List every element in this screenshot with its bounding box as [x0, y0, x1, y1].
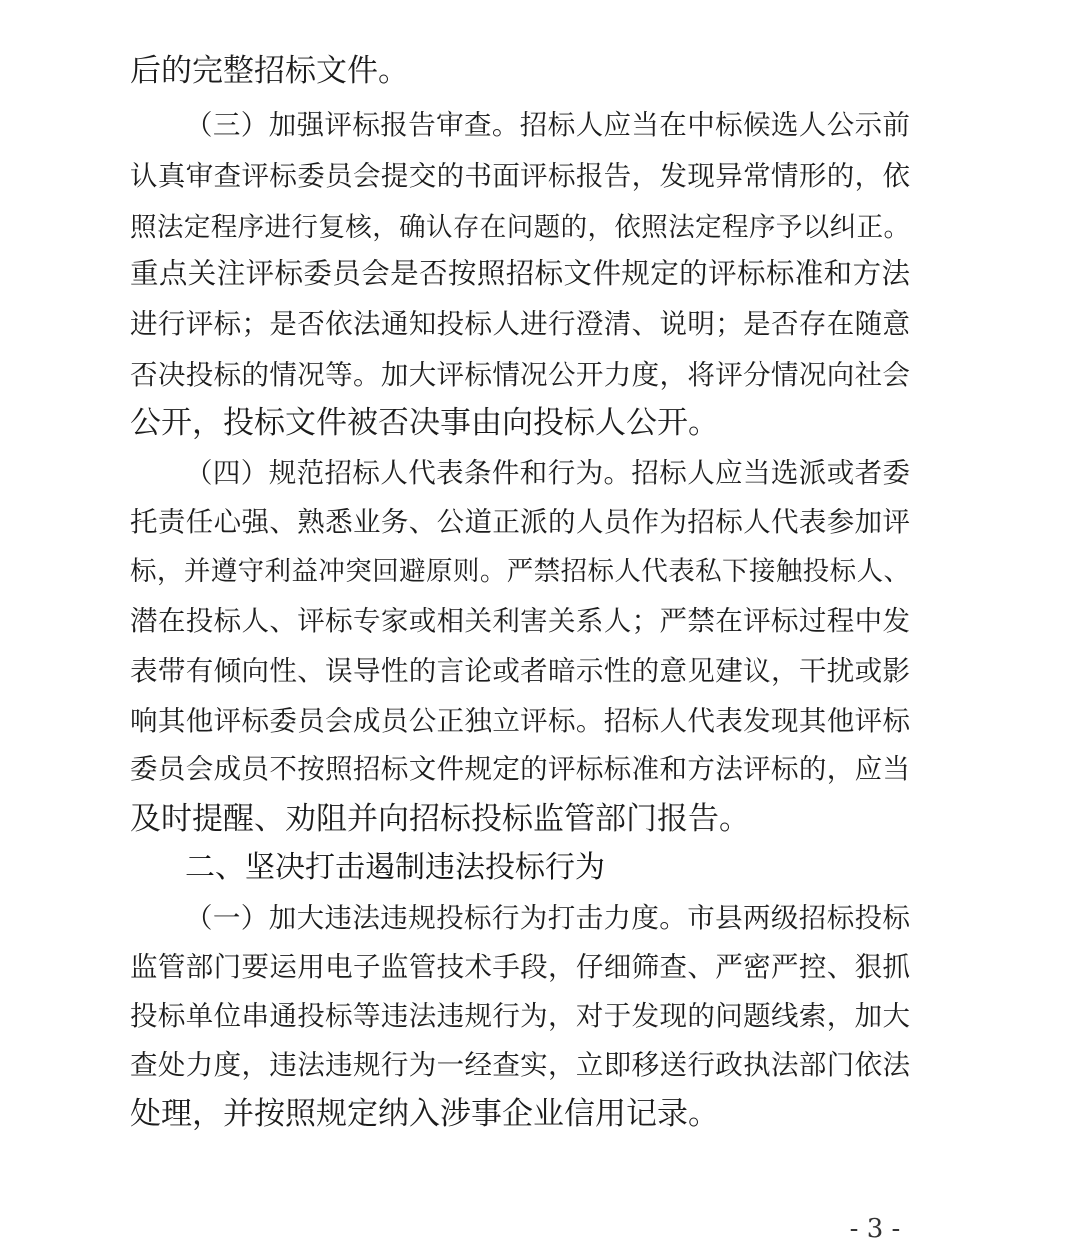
part-2-section-1-line-1: （一）加大违法违规投标行为打击力度。市县两级招标投标 — [185, 902, 910, 934]
part-2-heading: 二、坚决打击遏制违法投标行为 — [185, 850, 605, 885]
section-4-line-1: （四）规范招标人代表条件和行为。招标人应当选派或者委 — [185, 457, 910, 489]
section-3-line-7: 公开，投标文件被否决事由向投标人公开。 — [130, 405, 719, 441]
section-4-line-5: 表带有倾向性、误导性的言论或者暗示性的意见建议，干扰或影 — [130, 655, 910, 687]
part-2-section-1-line-4: 查处力度，违法违规行为一经查实，立即移送行政执法部门依法 — [130, 1049, 910, 1081]
part-2-section-1-line-3: 投标单位串通投标等违法违规行为，对于发现的问题线索，加大 — [130, 1000, 910, 1032]
part-2-section-1-line-2: 监管部门要运用电子监管技术手段，仔细筛查、严密严控、狠抓 — [130, 951, 910, 983]
section-3-line-1: （三）加强评标报告审查。招标人应当在中标候选人公示前 — [185, 109, 910, 141]
section-3-line-4: 重点关注评标委员会是否按照招标文件规定的评标标准和方法 — [130, 257, 910, 290]
continuation-line-1: 后的完整招标文件。 — [130, 53, 409, 89]
section-3-line-5: 进行评标；是否依法通知投标人进行澄清、说明；是否存在随意 — [130, 308, 910, 340]
section-4-line-3: 标，并遵守利益冲突回避原则。严禁招标人代表私下接触投标人、 — [130, 556, 910, 587]
section-4-line-4: 潜在投标人、评标专家或相关利害关系人；严禁在评标过程中发 — [130, 605, 910, 637]
section-3-line-3: 照法定程序进行复核，确认存在问题的，依照法定程序予以纠正。 — [130, 212, 910, 243]
section-3-line-6: 否决投标的情况等。加大评标情况公开力度，将评分情况向社会 — [130, 359, 910, 391]
section-3-line-2: 认真审查评标委员会提交的书面评标报告，发现异常情形的，依 — [130, 160, 910, 192]
section-4-line-2: 托责任心强、熟悉业务、公道正派的人员作为招标人代表参加评 — [130, 506, 910, 538]
section-4-line-6: 响其他评标委员会成员公正独立评标。招标人代表发现其他评标 — [130, 705, 910, 737]
page-number: - 3 - — [849, 1214, 901, 1244]
section-4-line-8: 及时提醒、劝阻并向招标投标监管部门报告。 — [130, 801, 750, 837]
section-4-line-7: 委员会成员不按照招标文件规定的评标标准和方法评标的，应当 — [130, 753, 910, 785]
part-2-section-1-line-5: 处理，并按照规定纳入涉事企业信用记录。 — [130, 1096, 719, 1132]
